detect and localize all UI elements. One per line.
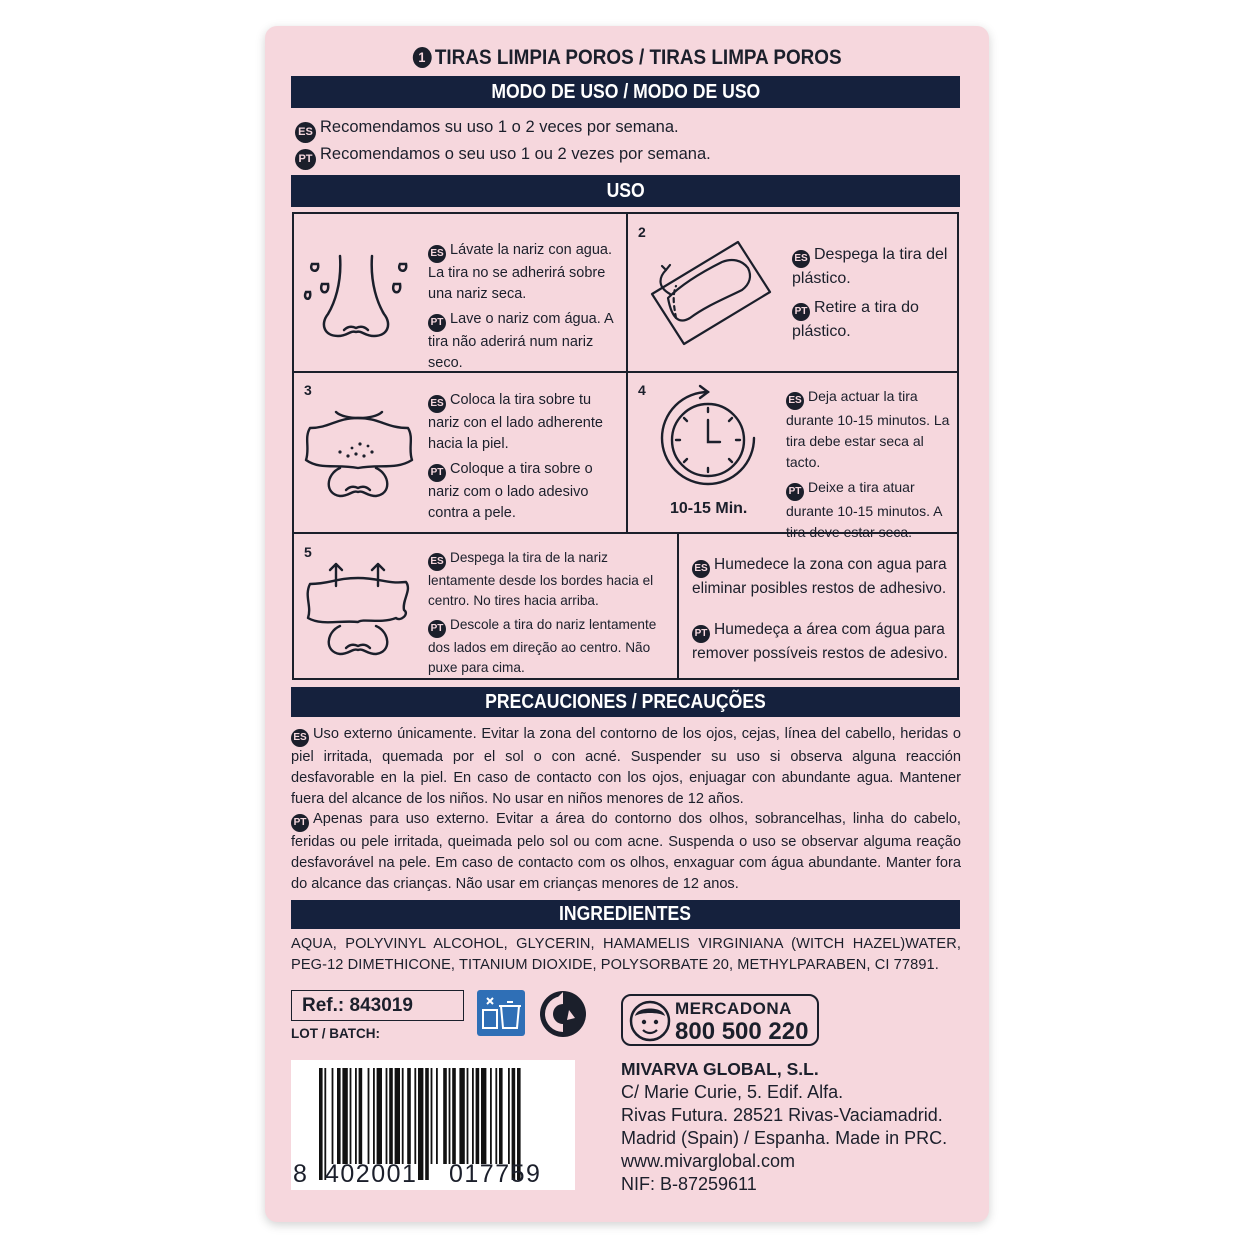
ingredientes-text: AQUA, POLYVINYL ALCOHOL, GLYCERIN, HAMAMELIS VIRGINIANA (WITCH HAZEL)WATER, PEG-12 DIMETHICONE, TITANIUM DIOXIDE, POLYSORBATE 20, METHYLPARABEN, CI 77891. (291, 936, 961, 973)
barcode-bar (443, 1068, 447, 1164)
step2-text: ES Despega la tira del plástico. PT Retire a tira do plástico. (792, 246, 948, 340)
pt-badge: PT (692, 625, 710, 643)
mercadona-face-icon (629, 1000, 671, 1042)
label-card (265, 26, 989, 1222)
barcode-bar (332, 1068, 334, 1164)
barcode-bar (467, 1068, 469, 1164)
barcode-bar (508, 1068, 510, 1164)
step5-text: ES Despega la tira de la nariz lentamente desde los bordes hacia el centro. No tires hacia arriba. PT Descole a tira do nariz lentamente dos lados em direção ao centro. Não puxe para cima. (428, 550, 657, 675)
pt-badge: PT (291, 814, 309, 832)
company-nif: NIF: B-87259611 (621, 1174, 757, 1194)
address-line-1: C/ Marie Curie, 5. Edif. Alfa. (621, 1082, 844, 1102)
barcode-group-2: 017759 (449, 1160, 542, 1188)
barcode-digit-first: 8 (293, 1160, 309, 1188)
pt-badge: PT (428, 620, 446, 638)
barcode-bar (395, 1068, 400, 1164)
es-badge: ES (291, 729, 309, 747)
barcode-bar (377, 1068, 382, 1164)
barcode-bar (452, 1068, 456, 1164)
es-badge: ES (428, 553, 446, 571)
barcode-bar (495, 1068, 497, 1164)
company-website: www.mivarglobal.com (621, 1151, 796, 1171)
step4-clock-label: 10-15 Min. (670, 500, 748, 517)
section-number: 1 (412, 47, 431, 68)
ref-number: Ref.: 843019 (291, 990, 464, 1021)
step4-text: ES Deja actuar la tira durante 10-15 minutos. La tira debe estar seca al tacto. PT Deixe a tira atuar durante 10-15 minutos. A tira deve estar seca. (786, 388, 950, 540)
precauciones-pt: PT Apenas para uso externo. Evitar a área do contorno dos olhos, sobrancelhas, linha do cabelo, feridas ou pele irritada, queimada pelo sol ou com acne. Suspenda o uso se observar alguma reação desfavorável na pele. Em caso de contacto com os olhos, enxaguar com água abundante. Manter fora do alcance das crianças. Não usar em crianças menores de 12 anos. (291, 811, 961, 892)
step6-text: ES Humedece la zona con agua para eliminar posibles restos de adhesivo. PT Humedeça a área com água para remover possíveis restos de adesivo. (692, 556, 948, 662)
green-dot-icon (539, 990, 587, 1043)
mercadona-phone: 800 500 220 (675, 1018, 809, 1045)
company-name: MIVARVA GLOBAL, S.L. (621, 1059, 819, 1079)
barcode-bar (431, 1068, 433, 1164)
barcode-group-1: 402001 (325, 1160, 418, 1188)
barcode-bar (373, 1068, 375, 1164)
step5-remove-illustration (300, 560, 418, 669)
step2-peel-illustration (646, 236, 774, 353)
barcode-bar (449, 1068, 451, 1164)
barcode-bar (414, 1068, 416, 1164)
barcode-bar (499, 1068, 503, 1164)
barcode-bar (418, 1068, 423, 1180)
pt-badge: PT (428, 464, 446, 482)
barcode-bar (319, 1068, 323, 1180)
title-text: TIRAS LIMPIA POROS / TIRAS LIMPA POROS (434, 46, 842, 69)
step2-number: 2 (638, 224, 646, 240)
precauciones-heading: PRECAUCIONES / PRECAUÇÕES (291, 687, 960, 717)
product-title (301, 46, 953, 70)
barcode-bar (402, 1068, 404, 1164)
barcode-bar (481, 1068, 486, 1164)
pt-badge: PT (786, 483, 804, 501)
barcode-bar (476, 1068, 480, 1164)
barcode-bar (472, 1068, 474, 1164)
address-line-2: Rivas Futura. 28521 Rivas-Vaciamadrid. (621, 1105, 943, 1125)
barcode-bar (342, 1068, 347, 1164)
lot-batch-label: LOT / BATCH: (291, 1026, 380, 1041)
step3-text: ES Coloca la tira sobre tu nariz con el lado adherente hacia la piel. PT Coloque a tira sobre o nariz com o lado adesivo contra a pele. (428, 392, 603, 521)
step4-clock-illustration (656, 384, 760, 497)
barcode-bar (389, 1068, 393, 1164)
es-badge: ES (428, 395, 446, 413)
es-badge: ES (792, 250, 810, 268)
mercadona-contact (621, 994, 819, 1046)
barcode-bar (355, 1068, 357, 1164)
precauciones-es: ES Uso externo únicamente. Evitar la zona del contorno de los ojos, cejas, línea del cabello, heridas o piel irritada, quemada por el sol o con acné. Suspender su uso si observa alguna reacción desfavorable en la piel. En caso de contacto con los ojos, enjuagar con abundante agua. Mantener fuera del alcance de los niños. No usar en niños menores de 12 años. (291, 726, 961, 807)
barcode-bar (436, 1068, 438, 1164)
step3-apply-illustration (300, 404, 418, 509)
pt-badge: PT (792, 303, 810, 321)
step4-number: 4 (638, 382, 646, 398)
es-badge: ES (428, 245, 446, 263)
barcode-bar (490, 1068, 492, 1164)
step3-number: 3 (304, 382, 312, 398)
address-line-3: Madrid (Spain) / Espanha. Made in PRC. (621, 1128, 948, 1148)
modo-de-uso-heading: MODO DE USO / MODO DE USO (291, 76, 960, 108)
es-badge: ES (786, 392, 804, 410)
es-badge: ES (692, 560, 710, 578)
barcode-bar (407, 1068, 411, 1164)
mercadona-name: MERCADONA (675, 999, 792, 1018)
barcode (291, 1060, 575, 1190)
usage-steps-grid (292, 212, 959, 680)
barcode-bar (350, 1068, 352, 1164)
pt-badge: PT (295, 149, 316, 170)
ingredientes-heading: INGREDIENTES (291, 900, 960, 929)
barcode-bar (368, 1068, 370, 1164)
barcode-bar (425, 1068, 429, 1180)
barcode-bar (459, 1068, 464, 1164)
barcode-bar (337, 1068, 341, 1164)
pt-badge: PT (428, 314, 446, 332)
recycle-bin-icon (477, 990, 525, 1041)
es-badge: ES (295, 122, 316, 143)
uso-heading: USO (291, 175, 960, 207)
barcode-bar (386, 1068, 388, 1164)
step1-nose-illustration (298, 244, 418, 349)
step5-number: 5 (304, 544, 312, 560)
modo-pt-line: PT Recomendamos o seu uso 1 ou 2 vezes por semana. (295, 145, 711, 170)
barcode-bar (359, 1068, 363, 1164)
modo-es-line: ES Recomendamos su uso 1 o 2 veces por semana. (295, 118, 679, 143)
step1-text: ES Lávate la nariz con agua. La tira no se adherirá sobre una nariz seca. PT Lave o nariz com água. A tira não aderirá num nariz seco. (428, 242, 613, 371)
company-address (621, 1058, 947, 1196)
